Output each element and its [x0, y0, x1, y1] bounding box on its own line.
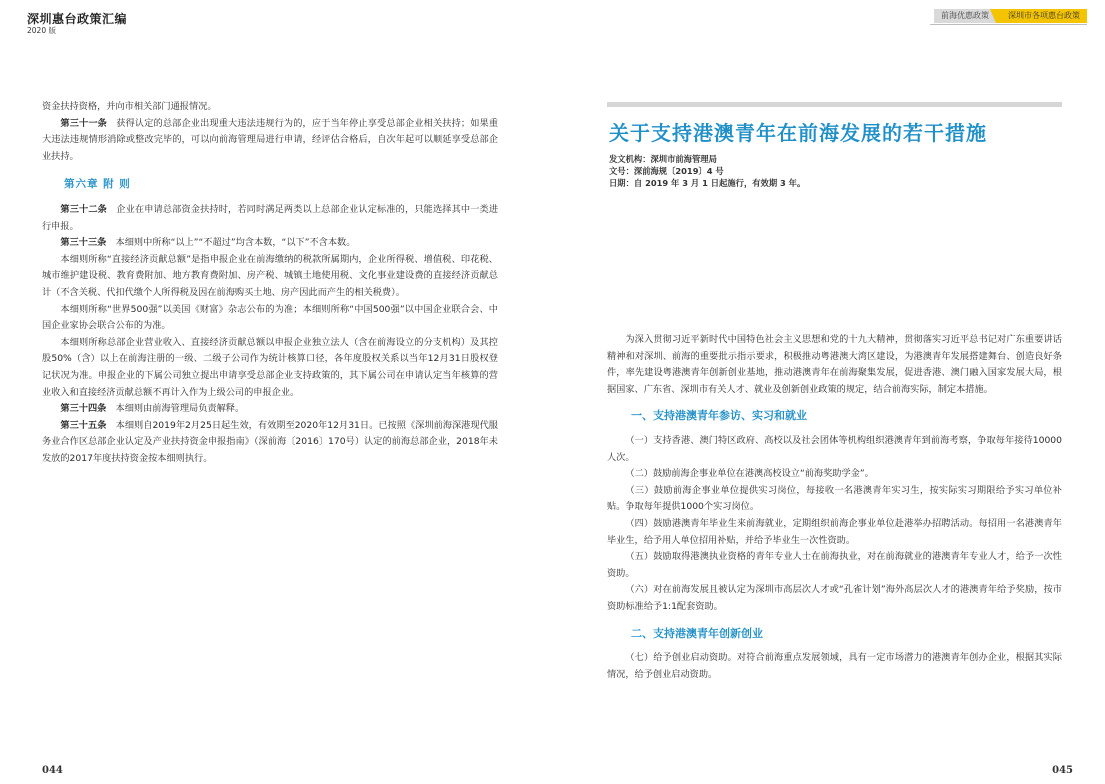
title-bar: [607, 102, 1062, 107]
list-item: （六）对在前海发展且被认定为深圳市高层次人才或“孔雀计划”海外高层次人才的港澳青年给予奖励，按市资助标准给予1:1配套资助。: [607, 584, 1062, 612]
paragraph: [42, 418, 498, 468]
book-edition: 2020 版: [27, 26, 56, 35]
article-number: 第三十三条: [60, 237, 107, 249]
book-title: 深圳惠台政策汇编: [27, 12, 128, 26]
list-item: （四）鼓励港澳青年毕业生来前海就业，定期组织前海企事业单位赴港举办招聘活动。每招用一名港澳青年毕业生，给予用人单位招用补贴，并给予毕业生一次性资助。: [607, 517, 1062, 546]
list-item: （一）支持香港、澳门特区政府、高校以及社会团体等机构组织港澳青年到前海考察，争取每年接待10000人次。: [607, 434, 1062, 463]
right-page: [553, 0, 1105, 784]
paragraph: [42, 401, 498, 418]
article-number: 第三十一条: [60, 117, 107, 129]
meta-doc-number: 文号：深前海规〔2019〕4 号: [609, 166, 724, 176]
list-item: （三）鼓励前海企事业单位提供实习岗位，每接收一名港澳青年实习生，按实际实习期限给予实习单位补贴。争取每年提供1000个实习岗位。: [607, 484, 1062, 513]
article-number: 第三十五条: [60, 419, 107, 431]
list-item: （七）给予创业启动资助。对符合前海重点发展领域，具有一定市场潜力的港澳青年创办企业，根据其实际情况，给予创业启动资助。: [607, 652, 1062, 680]
tab-shenzhen-policy[interactable]: 深圳市各项惠台政策: [996, 9, 1087, 23]
meta-issuer: 发文机构：深圳市前海管理局: [609, 154, 717, 164]
header-rule: [930, 24, 1087, 25]
section-2-items: [607, 650, 1062, 683]
section-2-title: 二、支持港澳青年创新创业: [631, 626, 763, 640]
paragraph-text: 本细则所称“直接经济贡献总额”是指申报企业在前海缴纳的税款所属期内，企业所得税、增值税、印花税、城市维护建设税、教育费附加、地方教育费附加、房产税、城镇土地使用税、文化事业建设费的直接经济贡献总计（不含关税、代扣代缴个人所得税及因在前海购买土地、房产因此而产生的相关税费）。: [42, 253, 498, 298]
left-body: [42, 99, 498, 467]
paragraph-text: 企业在申请总部资金扶持时，若同时满足两类以上总部企业认定标准的，只能选择其中一类进行申报。: [42, 203, 499, 232]
article-number: 第三十四条: [60, 403, 107, 415]
paragraph-text: 本细则由前海管理局负责解释。: [106, 403, 245, 415]
paragraph: [42, 99, 498, 116]
paragraph: [42, 335, 498, 401]
paragraph-text: 本细则所称“世界500强”以美国《财富》杂志公布的为准；本细则所称“中国500强”以中国企业联合会、中国企业家协会联合公布的为准。: [42, 303, 498, 332]
document-meta: [609, 153, 805, 189]
left-paragraphs-after: [42, 202, 498, 468]
paragraph: [42, 252, 498, 302]
page-number-left: 044: [42, 765, 63, 776]
paragraph-text: 本细则中所称“以上”“不超过”均含本数，“以下”不含本数。: [106, 237, 356, 249]
section-1-title: 一、支持港澳青年参访、实习和就业: [631, 409, 807, 423]
paragraph-text: 本细则所称总部企业营业收入、直接经济贡献总额以申报企业独立法人（含在前海设立的分支机构）及其控股50%（含）以上在前海注册的一级、二级子公司作为统计核算口径，各年度股权关系以当年12月31日股权登记状况为准。申报企业的下属公司独立提出申请享受总部企业支持政策的，其下属公司在申请认定当年核算的营业收入和直接经济贡献总额不再计入作为上级公司的申报企业。: [42, 336, 498, 398]
section-1-items: [607, 433, 1062, 616]
meta-date: 日期：自 2019 年 3 月 1 日起施行，有效期 3 年。: [609, 178, 806, 188]
chapter-title: 第六章 附 则: [64, 178, 131, 191]
page-number-right: 045: [1052, 765, 1073, 776]
tab-qianhai-policy[interactable]: 前海优惠政策: [934, 9, 996, 23]
paragraph-text: 获得认定的总部企业出现重大违法违规行为的，应于当年停止享受总部企业相关扶持；如果重大违法违规情形消除或整改完毕的，可以向前海管理局进行申请，经评估合格后，自次年起可以顺延享受总部企业扶持。: [42, 117, 499, 162]
list-item: （五）鼓励取得港澳执业资格的青年专业人士在前海执业，对在前海就业的港澳青年专业人才，给予一次性资助。: [607, 551, 1062, 579]
document-title: 关于支持港澳青年在前海发展的若干措施: [609, 121, 987, 145]
paragraph: [42, 302, 498, 335]
paragraph: [42, 202, 498, 235]
article-number: 第三十二条: [60, 203, 107, 215]
left-paragraphs-before: [42, 99, 498, 165]
section-tabs: [934, 9, 1087, 23]
paragraph-text: 资金扶持资格，并向市相关部门通报情况。: [42, 101, 217, 112]
paragraph: [42, 235, 498, 252]
paragraph: [42, 116, 498, 166]
right-body: [607, 332, 1062, 683]
paragraph-text: 本细则自2019年2月25日起生效，有效期至2020年12月31日。已按照《深圳前海深港现代服务业合作区总部企业认定及产业扶持资金申报指南》（深前海〔2016〕170号）认定的前海总部企业，2018年未发放的2017年度扶持资金按本细则执行。: [42, 419, 498, 464]
intro-paragraph: 为深入贯彻习近平新时代中国特色社会主义思想和党的十九大精神，贯彻落实习近平总书记对广东重要讲话精神和对深圳、前海的重要批示指示要求，积极推动粤港澳大湾区建设，为港澳青年发展搭建舞台、创造良好条件，率先建设粤港澳青年创新创业基地，推动港澳青年在前海聚集发展，促进香港、澳门融入国家发展大局，根据国家、广东省、深圳市有关人才、就业及创新创业政策的规定，结合前海实际，制定本措施。: [607, 334, 1062, 395]
list-item: （二）鼓励前海企事业单位在港澳高校设立“前海奖助学金”。: [625, 468, 874, 480]
